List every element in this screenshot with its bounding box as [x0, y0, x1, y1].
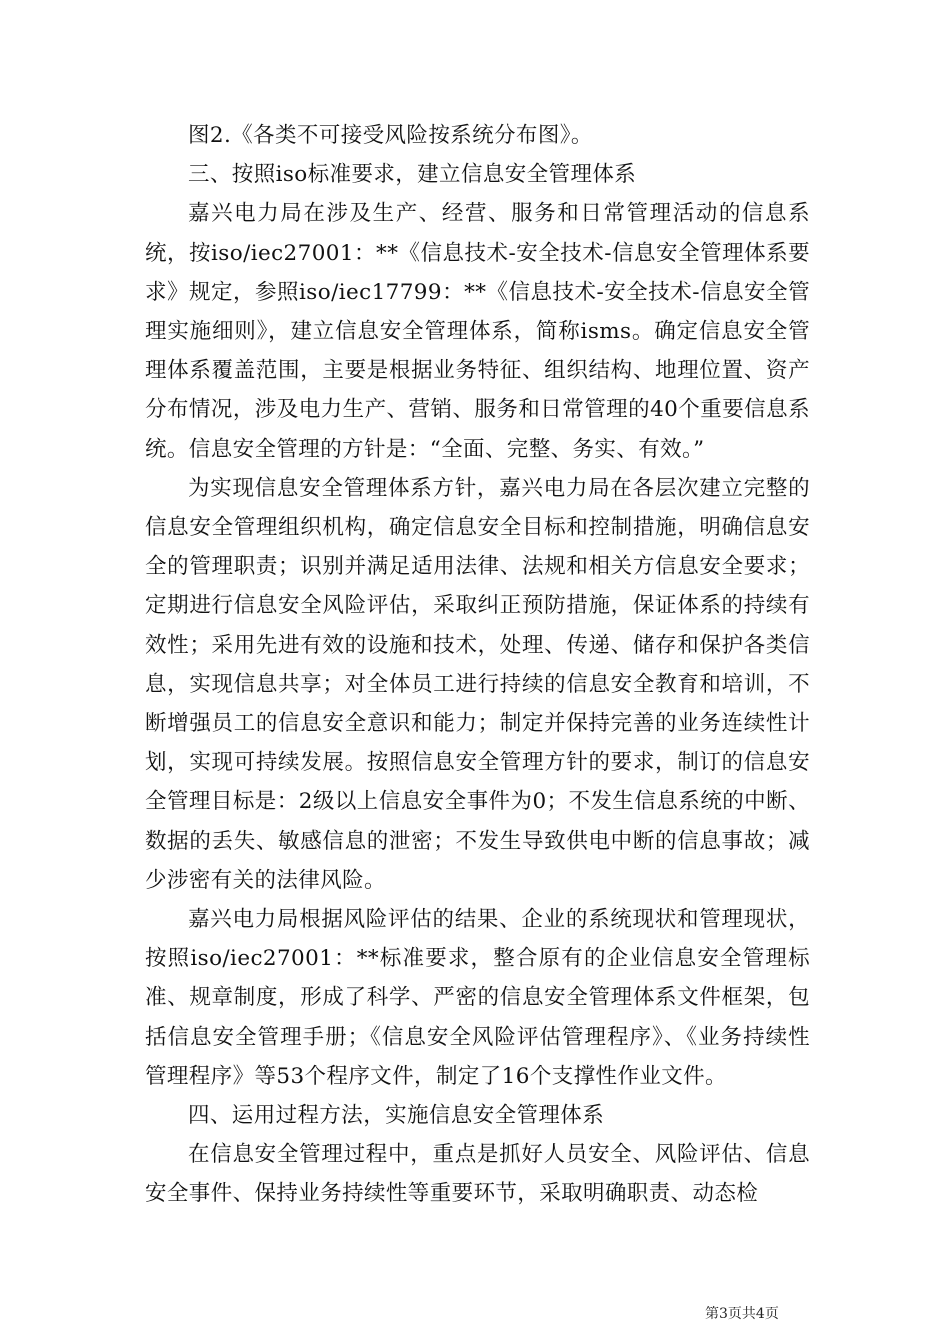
paragraph-figure-caption: 图2.《各类不可接受风险按系统分布图》。 — [188, 123, 593, 148]
paragraph-isms-policy: 为实现信息安全管理体系方针，嘉兴电力局在各层次建立完整的信息安全管理组织机构，确定信息安全目标和控制措施，明确信息安全的管理职责；识别并满足适用法律、法规和相关方信息安全要求；定期进行信息安全风险评估，采取纠正预防措施，保证体系的持续有效性；采用先进有效的设施和技术，处理、传递、储存和保护各类信息，实现信息共享；对全体员工进行持续的信息安全教育和培训，不断增强员工的信息安全意识和能力；制定并保持完善的业务连续性计划，实现可持续发展。按照信息安全管理方针的要求，制订的信息安全管理目标是：2级以上信息安全事件为0；不发生信息系统的中断、数据的丢失、敏感信息的泄密；不发生导致供电中断的信息事故；减少涉密有关的法律风险。 — [145, 475, 810, 893]
page-number-footer: 第3页共4页 — [705, 1306, 779, 1322]
paragraph-isms-documents: 嘉兴电力局根据风险评估的结果、企业的系统现状和管理现状，按照iso/iec27001：**标准要求，整合原有的企业信息安全管理标准、规章制度，形成了科学、严密的信息安全管理体系文件框架，包括信息安全管理手册；《信息安全风险评估管理程序》、《业务持续性管理程序》等53个程序文件，制定了16个支撑性作业文件。 — [145, 907, 810, 1089]
paragraph-isms-implementation: 在信息安全管理过程中，重点是抓好人员安全、风险评估、信息安全事件、保持业务持续性等重要环节，采取明确职责、动态检 — [145, 1142, 810, 1207]
section-heading-4: 四、运用过程方法，实施信息安全管理体系 — [188, 1103, 605, 1129]
document-body — [145, 116, 810, 1214]
section-heading-3: 三、按照iso标准要求，建立信息安全管理体系 — [188, 162, 637, 188]
paragraph-isms-scope: 嘉兴电力局在涉及生产、经营、服务和日常管理活动的信息系统，按iso/iec27001：**《信息技术-安全技术-信息安全管理体系要求》规定，参照iso/iec17799：**《信息技术-安全技术-信息安全管理实施细则》，建立信息安全管理体系，简称isms。确定信息安全管理体系覆盖范围，主要是根据业务特征、组织结构、地理位置、资产分布情况，涉及电力生产、营销、服务和日常管理的40个重要信息系统。信息安全管理的方针是：“全面、完整、务实、有效。” — [145, 201, 810, 462]
